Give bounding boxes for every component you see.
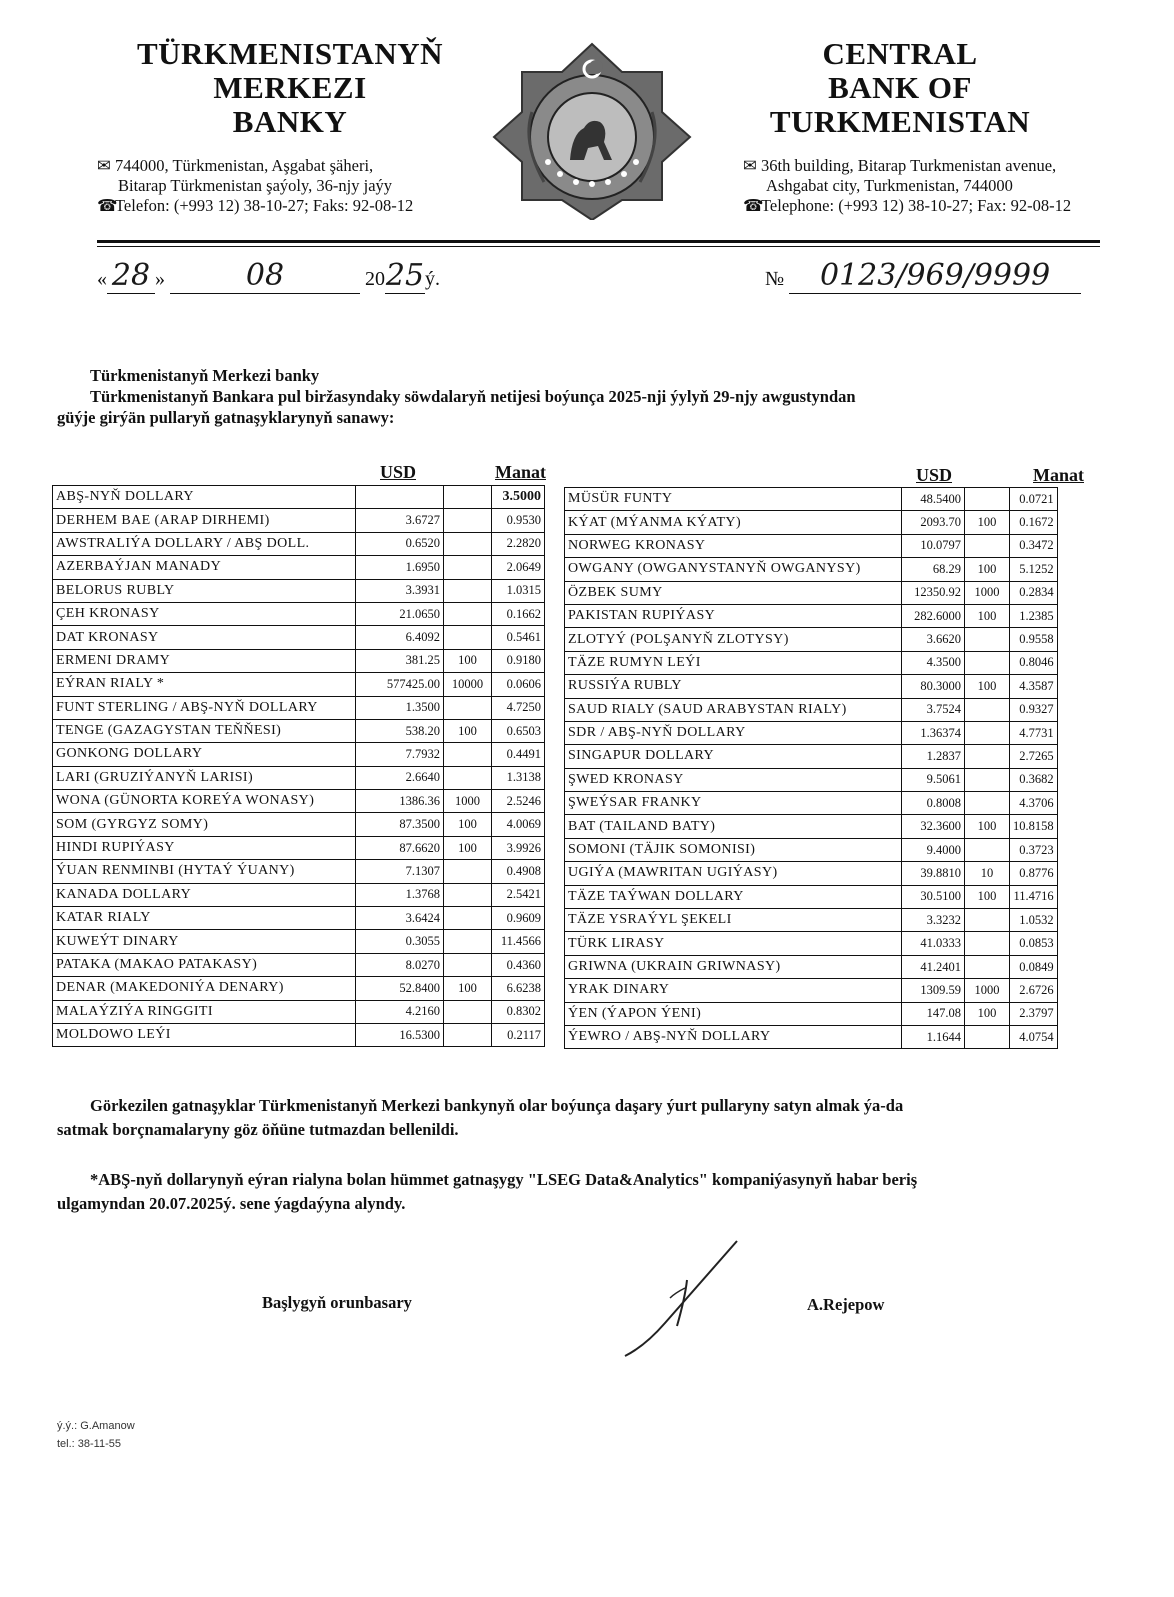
rate-row [565,815,1058,838]
manat-rate: 2.6726 [1010,979,1058,1002]
manat-rate: 0.3682 [1010,768,1058,791]
usd-rate: 21.0650 [356,602,444,625]
manat-rate: 0.6503 [492,719,545,742]
rate-row [565,955,1058,978]
usd-rate: 1386.36 [356,790,444,813]
currency-name: KATAR RIALY [53,907,356,930]
rate-row [565,488,1058,511]
left-usd-header: USD [380,462,417,482]
nominal: 100 [965,604,1010,627]
nominal [965,745,1010,768]
usd-rate: 1.6950 [356,556,444,579]
rate-row [53,579,545,602]
note-paragraph-2 [57,1168,1137,1216]
phone-icon: ☎ [743,196,764,215]
currency-name: NORWEG KRONASY [565,534,902,557]
currency-name: MALAÝZIÝA RINGGITI [53,1000,356,1023]
manat-rate: 0.0849 [1010,955,1058,978]
left-title-line-3: BANKY [232,104,348,139]
usd-rate: 1.2837 [902,745,965,768]
executor-tel: tel.: 38-11-55 [57,1438,122,1450]
nominal [444,883,492,906]
usd-rate: 3.7524 [902,698,965,721]
usd-rate: 48.5400 [902,488,965,511]
signer-name: A.Rejepow [807,1295,885,1314]
manat-rate: 11.4566 [492,930,545,953]
rate-row [565,862,1058,885]
rate-row [53,860,545,883]
nominal: 100 [965,885,1010,908]
currency-name: ŞWEÝSAR FRANKY [565,792,902,815]
nominal: 100 [965,815,1010,838]
date-field [97,258,440,294]
manat-rate: 2.3797 [1010,1002,1058,1025]
rate-row [565,885,1058,908]
rate-row [53,953,545,976]
manat-rate: 4.0754 [1010,1025,1058,1048]
note2-line-2: ulgamyndan 20.07.2025ý. sene ýagdaýyna alyndy. [57,1194,406,1213]
currency-name: SOMONI (TÄJIK SOMONISI) [565,838,902,861]
manat-rate: 0.9609 [492,907,545,930]
mail-icon: ✉ [743,156,757,175]
rate-row [565,979,1058,1002]
currency-name: ÝEN (ÝAPON ÝENI) [565,1002,902,1025]
intro-text [57,365,1127,428]
right-address-line-1: 36th building, Bitarap Turkmenistan avenue, [761,156,1057,175]
currency-name: UGIÝA (MAWRITAN UGIÝASY) [565,862,902,885]
rate-row [53,649,545,672]
manat-rate: 0.9558 [1010,628,1058,651]
usd-rate: 7.1307 [356,860,444,883]
rate-row [565,558,1058,581]
manat-rate: 2.2820 [492,532,545,555]
right-manat-header: Manat [1033,465,1084,485]
right-address-line-2: Ashgabat city, Turkmenistan, 744000 [766,176,1013,195]
nominal: 100 [444,836,492,859]
manat-rate: 0.0853 [1010,932,1058,955]
manat-rate: 0.2834 [1010,581,1058,604]
usd-rate: 1.3768 [356,883,444,906]
nominal [965,1025,1010,1048]
currency-name: GONKONG DOLLARY [53,743,356,766]
usd-rate: 12350.92 [902,581,965,604]
manat-rate: 2.5421 [492,883,545,906]
usd-rate: 3.6620 [902,628,965,651]
rate-row [565,745,1058,768]
usd-rate: 16.5300 [356,1023,444,1046]
executor-name: ý.ý.: G.Amanow [57,1420,135,1432]
manat-rate: 2.0649 [492,556,545,579]
currency-name: SOM (GYRGYZ SOMY) [53,813,356,836]
rate-row [565,838,1058,861]
rate-row [53,602,545,625]
date-year-mark: ý. [425,268,440,290]
rate-row [53,532,545,555]
usd-rate: 52.8400 [356,977,444,1000]
nominal: 1000 [444,790,492,813]
usd-rate: 2.6640 [356,766,444,789]
rate-row [53,836,545,859]
nominal: 100 [444,719,492,742]
currency-name: ZLOTYÝ (POLŞANYŇ ZLOTYSY) [565,628,902,651]
nominal [444,930,492,953]
left-rates-table [52,485,545,1047]
rate-row [565,768,1058,791]
currency-name: AWSTRALIÝA DOLLARY / ABŞ DOLL. [53,532,356,555]
rate-row [53,743,545,766]
manat-rate: 4.3587 [1010,675,1058,698]
currency-name: ÇEH KRONASY [53,602,356,625]
manat-rate: 0.8776 [1010,862,1058,885]
usd-rate: 381.25 [356,649,444,672]
rate-row [565,628,1058,651]
manat-rate: 1.0532 [1010,909,1058,932]
manat-rate: 10.8158 [1010,815,1058,838]
nominal [444,766,492,789]
left-title-line-2: MERKEZI [213,70,367,105]
date-open-quote: « [97,268,107,290]
right-address-block [743,156,1143,216]
currency-name: WONA (GÜNORTA KOREÝA WONASY) [53,790,356,813]
nominal [965,909,1010,932]
rate-row [565,651,1058,674]
nominal [444,860,492,883]
rate-row [53,907,545,930]
right-usd-header: USD [916,465,953,485]
nominal: 100 [965,558,1010,581]
right-title-line-2: BANK OF [828,70,972,105]
currency-name: GRIWNA (UKRAIN GRIWNASY) [565,955,902,978]
note1-line-2: satmak borçnamalaryny göz öňüne tutmazdan bellenildi. [57,1120,459,1139]
usd-rate: 80.3000 [902,675,965,698]
nominal [965,628,1010,651]
usd-rate: 1.3500 [356,696,444,719]
usd-rate: 9.4000 [902,838,965,861]
nominal [965,792,1010,815]
rate-row [53,1023,545,1046]
currency-name: PATAKA (MAKAO PATAKASY) [53,953,356,976]
usd-rate: 9.5061 [902,768,965,791]
nominal [444,486,492,509]
currency-name: MÜSÜR FUNTY [565,488,902,511]
mail-icon: ✉ [97,156,111,175]
state-emblem [492,42,692,220]
left-manat-header: Manat [495,462,546,482]
usd-rate: 282.6000 [902,604,965,627]
nominal [965,838,1010,861]
rate-row [565,698,1058,721]
currency-name: HINDI RUPIÝASY [53,836,356,859]
usd-rate: 2093.70 [902,511,965,534]
rate-row [53,486,545,509]
currency-name: TÄZE TAÝWAN DOLLARY [565,885,902,908]
rate-row [53,719,545,742]
manat-rate: 0.4491 [492,743,545,766]
manat-rate: 1.2385 [1010,604,1058,627]
manat-rate: 0.1672 [1010,511,1058,534]
currency-name: TÜRK LIRASY [565,932,902,955]
note2-line-1: *ABŞ-nyň dollarynyň eýran rialyna bolan hümmet gatnaşygy "LSEG Data&Analytics" kompaniýasynyň habar beriş [90,1170,918,1189]
currency-name: DERHEM BAE (ARAP DIRHEMI) [53,509,356,532]
rate-row [53,626,545,649]
intro-line-1: Türkmenistanyň Merkezi banky [90,366,320,385]
manat-rate: 0.9530 [492,509,545,532]
nominal [965,488,1010,511]
left-title-line-1: TÜRKMENISTANYŇ [136,36,444,71]
nominal [965,698,1010,721]
manat-rate: 0.4908 [492,860,545,883]
right-title-line-3: TURKMENISTAN [769,104,1031,139]
right-bank-title [740,37,1060,139]
date-day: 28 [107,258,155,294]
currency-name: BELORUS RUBLY [53,579,356,602]
left-bank-title [130,37,450,139]
nominal [444,696,492,719]
manat-rate: 1.3138 [492,766,545,789]
nominal: 100 [965,1002,1010,1025]
document-number-field [765,258,1081,294]
nominal [444,953,492,976]
currency-name: MOLDOWO LEÝI [53,1023,356,1046]
manat-rate: 0.8046 [1010,651,1058,674]
nominal [965,651,1010,674]
handwritten-signature [615,1238,745,1363]
manat-rate: 4.0069 [492,813,545,836]
currency-name: ÝUAN RENMINBI (HYTAÝ ÝUANY) [53,860,356,883]
rate-row [565,534,1058,557]
note-paragraph-1 [57,1094,1137,1142]
manat-rate: 4.7731 [1010,721,1058,744]
date-year-prefix: 20 [365,268,385,290]
header-rule-thick [97,240,1100,243]
manat-rate: 0.1662 [492,602,545,625]
rate-row [565,1025,1058,1048]
usd-rate: 30.5100 [902,885,965,908]
rate-row [565,675,1058,698]
currency-name: BAT (TAILAND BATY) [565,815,902,838]
nominal [444,509,492,532]
nominal: 1000 [965,979,1010,1002]
manat-rate: 2.7265 [1010,745,1058,768]
currency-name: OWGANY (OWGANYSTANYŇ OWGANYSY) [565,558,902,581]
currency-name: ABŞ-NYŇ DOLLARY [53,486,356,509]
nominal [965,955,1010,978]
emblem-graphic [492,42,692,220]
manat-rate: 0.0721 [1010,488,1058,511]
nominal [965,721,1010,744]
currency-name: DENAR (MAKEDONIÝA DENARY) [53,977,356,1000]
rate-row [565,511,1058,534]
currency-name: RUSSIÝA RUBLY [565,675,902,698]
executor-block [57,1417,135,1453]
manat-rate: 3.9926 [492,836,545,859]
nominal: 100 [965,511,1010,534]
usd-rate: 6.4092 [356,626,444,649]
currency-name: KUWEÝT DINARY [53,930,356,953]
nominal [965,534,1010,557]
currency-name: ŞWED KRONASY [565,768,902,791]
usd-rate: 1309.59 [902,979,965,1002]
manat-rate: 0.3723 [1010,838,1058,861]
usd-rate: 8.0270 [356,953,444,976]
rate-row [565,932,1058,955]
rate-row [565,581,1058,604]
date-month: 08 [170,258,360,294]
nominal [444,743,492,766]
usd-rate: 0.6520 [356,532,444,555]
manat-rate: 2.5246 [492,790,545,813]
rate-row [53,1000,545,1023]
right-address-line-3: Telephone: (+993 12) 38-10-27; Fax: 92-08-12 [761,196,1072,215]
manat-rate: 0.0606 [492,673,545,696]
usd-rate: 41.0333 [902,932,965,955]
nominal: 10000 [444,673,492,696]
usd-rate: 3.6727 [356,509,444,532]
usd-rate: 147.08 [902,1002,965,1025]
rate-row [565,604,1058,627]
left-address-line-3: Telefon: (+993 12) 38-10-27; Faks: 92-08-12 [115,196,414,215]
rate-row [53,766,545,789]
rate-row [53,673,545,696]
rate-row [565,721,1058,744]
manat-rate: 6.6238 [492,977,545,1000]
manat-rate: 11.4716 [1010,885,1058,908]
rate-row [53,977,545,1000]
rate-row [53,883,545,906]
intro-line-2: Türkmenistanyň Bankara pul biržasyndaky söwdalaryň netijesi boýunça 2025-nji ýylyň 29-njy awgustyndan [90,387,856,406]
nominal: 100 [965,675,1010,698]
usd-rate: 3.3931 [356,579,444,602]
manat-rate: 4.7250 [492,696,545,719]
currency-name: ERMENI DRAMY [53,649,356,672]
note1-line-1: Görkezilen gatnaşyklar Türkmenistanyň Merkezi bankynyň olar boýunça daşary ýurt pullaryny satyn almak ýa-da [90,1096,904,1115]
intro-line-3: güýje girýän pullaryň gatnaşyklarynyň sanawy: [57,408,395,427]
currency-name: FUNT STERLING / ABŞ-NYŇ DOLLARY [53,696,356,719]
manat-rate: 4.3706 [1010,792,1058,815]
manat-rate: 0.9327 [1010,698,1058,721]
currency-name: KÝAT (MÝANMA KÝATY) [565,511,902,534]
nominal [444,532,492,555]
usd-rate: 4.3500 [902,651,965,674]
nominal: 100 [444,813,492,836]
document-number: 0123/969/9999 [789,258,1081,294]
manat-rate: 5.1252 [1010,558,1058,581]
rate-row [565,792,1058,815]
nominal: 10 [965,862,1010,885]
nominal [444,1000,492,1023]
currency-name: EÝRAN RIALY * [53,673,356,696]
currency-name: SAUD RIALY (SAUD ARABYSTAN RIALY) [565,698,902,721]
usd-rate: 3.6424 [356,907,444,930]
manat-rate: 3.5000 [492,486,545,509]
usd-rate: 0.3055 [356,930,444,953]
usd-rate: 87.3500 [356,813,444,836]
rate-row [53,790,545,813]
currency-name: TÄZE YSRAÝYL ŞEKELI [565,909,902,932]
nominal [444,626,492,649]
rate-row [565,1002,1058,1025]
rate-row [53,509,545,532]
manat-rate: 0.5461 [492,626,545,649]
nominal [965,932,1010,955]
nominal: 1000 [965,581,1010,604]
usd-rate: 3.3232 [902,909,965,932]
nominal [444,907,492,930]
usd-rate: 4.2160 [356,1000,444,1023]
nominal [444,602,492,625]
left-address-block [97,156,477,216]
usd-rate: 10.0797 [902,534,965,557]
rate-row [565,909,1058,932]
usd-rate: 1.36374 [902,721,965,744]
currency-name: SINGAPUR DOLLARY [565,745,902,768]
usd-rate: 1.1644 [902,1025,965,1048]
signer-title: Başlygyň orunbasary [262,1293,412,1312]
nominal: 100 [444,649,492,672]
manat-rate: 0.3472 [1010,534,1058,557]
currency-name: ÝEWRO / ABŞ-NYŇ DOLLARY [565,1025,902,1048]
currency-name: ÖZBEK SUMY [565,581,902,604]
rate-row [53,696,545,719]
usd-rate [356,486,444,509]
right-title-line-1: CENTRAL [822,36,978,71]
date-year-suffix: 25 [385,258,425,293]
rate-row [53,930,545,953]
left-address-line-1: 744000, Türkmenistan, Aşgabat şäheri, [115,156,374,175]
number-label: № [765,268,785,290]
currency-name: AZERBAÝJAN MANADY [53,556,356,579]
usd-rate: 41.2401 [902,955,965,978]
left-address-line-2: Bitarap Türkmenistan şaýoly, 36-njy jaýy [118,176,393,195]
rate-row [53,556,545,579]
usd-rate: 87.6620 [356,836,444,859]
currency-name: SDR / ABŞ-NYŇ DOLLARY [565,721,902,744]
usd-rate: 39.8810 [902,862,965,885]
nominal [444,556,492,579]
currency-name: TENGE (GAZAGYSTAN TEŇŇESI) [53,719,356,742]
nominal: 100 [444,977,492,1000]
right-rates-table [564,487,1058,1049]
nominal [444,1023,492,1046]
manat-rate: 0.2117 [492,1023,545,1046]
usd-rate: 7.7932 [356,743,444,766]
date-close-quote: » [155,268,165,290]
phone-icon: ☎ [97,196,118,215]
header-rule-thin [97,246,1100,247]
rate-row [53,813,545,836]
usd-rate: 0.8008 [902,792,965,815]
usd-rate: 32.3600 [902,815,965,838]
manat-rate: 0.8302 [492,1000,545,1023]
usd-rate: 68.29 [902,558,965,581]
usd-rate: 577425.00 [356,673,444,696]
usd-rate: 538.20 [356,719,444,742]
currency-name: KANADA DOLLARY [53,883,356,906]
manat-rate: 0.9180 [492,649,545,672]
manat-rate: 1.0315 [492,579,545,602]
currency-name: DAT KRONASY [53,626,356,649]
currency-name: TÄZE RUMYN LEÝI [565,651,902,674]
nominal [444,579,492,602]
currency-name: PAKISTAN RUPIÝASY [565,604,902,627]
manat-rate: 0.4360 [492,953,545,976]
currency-name: YRAK DINARY [565,979,902,1002]
currency-name: LARI (GRUZIÝANYŇ LARISI) [53,766,356,789]
nominal [965,768,1010,791]
